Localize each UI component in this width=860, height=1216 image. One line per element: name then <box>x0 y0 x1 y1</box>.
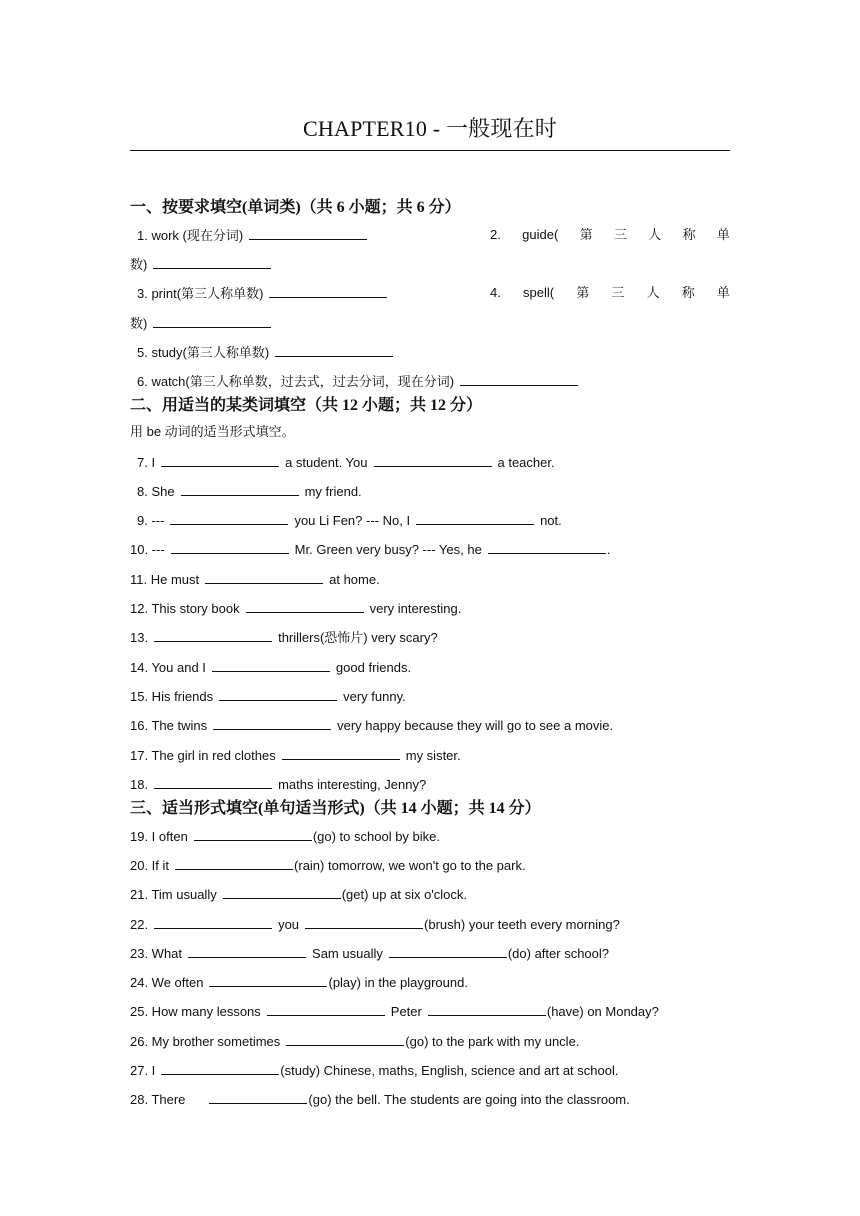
question-27: 27. I (study) Chinese, maths, English, science and art at school. <box>130 1063 619 1078</box>
question-2-continuation: 数) <box>130 256 277 273</box>
title-divider <box>130 150 730 151</box>
answer-blank[interactable] <box>389 945 507 958</box>
question-17: 17. The girl in red clothes my sister. <box>130 748 461 763</box>
answer-blank[interactable] <box>460 373 578 386</box>
answer-blank[interactable] <box>170 512 288 525</box>
question-18: 18. maths interesting, Jenny? <box>130 777 427 792</box>
answer-blank[interactable] <box>154 916 272 929</box>
answer-blank[interactable] <box>219 688 337 701</box>
answer-blank[interactable] <box>212 659 330 672</box>
question-19: 19. I often (go) to school by bike. <box>130 829 441 844</box>
answer-blank[interactable] <box>282 747 400 760</box>
question-21: 21. Tim usually (get) up at six o'clock. <box>130 887 468 902</box>
question-7: 7. I a student. You a teacher. <box>137 455 555 470</box>
question-15: 15. His friends very funny. <box>130 689 406 704</box>
question-1: 1. work (现在分词) <box>137 227 373 244</box>
answer-blank[interactable] <box>181 483 299 496</box>
question-26: 26. My brother sometimes (go) to the park with my uncle. <box>130 1034 580 1049</box>
question-16: 16. The twins very happy because they will go to see a movie. <box>130 718 614 733</box>
question-22: 22. you (brush) your teeth every morning? <box>130 917 620 932</box>
answer-blank[interactable] <box>154 776 272 789</box>
question-13: 13. thrillers(恐怖片) very scary? <box>130 630 438 645</box>
answer-blank[interactable] <box>209 974 327 987</box>
section1-heading: 一、按要求填空(单词类)（共 6 小题；共 6 分） <box>130 199 461 216</box>
answer-blank[interactable] <box>305 916 423 929</box>
answer-blank[interactable] <box>213 717 331 730</box>
question-24: 24. We often (play) in the playground. <box>130 975 468 990</box>
section3-heading: 三、适当形式填空(单句适当形式)（共 14 小题；共 14 分） <box>130 800 541 817</box>
question-20: 20. If it (rain) tomorrow, we won't go to the park. <box>130 858 526 873</box>
question-5: 5. study(第三人称单数) <box>137 344 399 361</box>
answer-blank[interactable] <box>205 571 323 584</box>
answer-blank[interactable] <box>188 945 306 958</box>
question-11: 11. He must at home. <box>130 572 380 587</box>
answer-blank[interactable] <box>246 600 364 613</box>
answer-blank[interactable] <box>209 1091 307 1104</box>
answer-blank[interactable] <box>161 454 279 467</box>
question-25: 25. How many lessons Peter (have) on Monday? <box>130 1004 659 1019</box>
answer-blank[interactable] <box>223 886 341 899</box>
answer-blank[interactable] <box>161 1062 279 1075</box>
answer-blank[interactable] <box>275 344 393 357</box>
answer-blank[interactable] <box>428 1003 546 1016</box>
answer-blank[interactable] <box>171 541 289 554</box>
answer-blank[interactable] <box>286 1033 404 1046</box>
answer-blank[interactable] <box>154 629 272 642</box>
question-6: 6. watch(第三人称单数，过去式，过去分词，现在分词) <box>137 373 584 390</box>
answer-blank[interactable] <box>153 256 271 269</box>
question-9: 9. --- you Li Fen? --- No, I not. <box>137 513 562 528</box>
question-28: 28. There (go) the bell. The students are going into the classroom. <box>130 1092 630 1107</box>
section2-heading: 二、用适当的某类词填空（共 12 小题；共 12 分） <box>130 397 483 414</box>
question-10: 10. --- Mr. Green very busy? --- Yes, he . <box>130 542 611 557</box>
question-4-continuation: 数) <box>130 315 277 332</box>
answer-blank[interactable] <box>153 315 271 328</box>
answer-blank[interactable] <box>267 1003 385 1016</box>
answer-blank[interactable] <box>374 454 492 467</box>
question-23: 23. What Sam usually (do) after school? <box>130 946 610 961</box>
question-12: 12. This story book very interesting. <box>130 601 462 616</box>
question-3: 3. print(第三人称单数) <box>137 285 393 302</box>
page-title: CHAPTER10 - 一般现在时 <box>303 116 557 141</box>
question-14: 14. You and I good friends. <box>130 660 412 675</box>
question-2: 2. guide( 第 三 人 称 单 <box>490 227 730 242</box>
answer-blank[interactable] <box>249 227 367 240</box>
question-4: 4. spell( 第 三 人 称 单 <box>490 285 730 300</box>
answer-blank[interactable] <box>194 828 312 841</box>
answer-blank[interactable] <box>416 512 534 525</box>
answer-blank[interactable] <box>175 857 293 870</box>
answer-blank[interactable] <box>269 285 387 298</box>
answer-blank[interactable] <box>488 541 606 554</box>
section2-instruction: 用 be 动词的适当形式填空。 <box>130 424 295 439</box>
question-8: 8. She my friend. <box>137 484 362 499</box>
